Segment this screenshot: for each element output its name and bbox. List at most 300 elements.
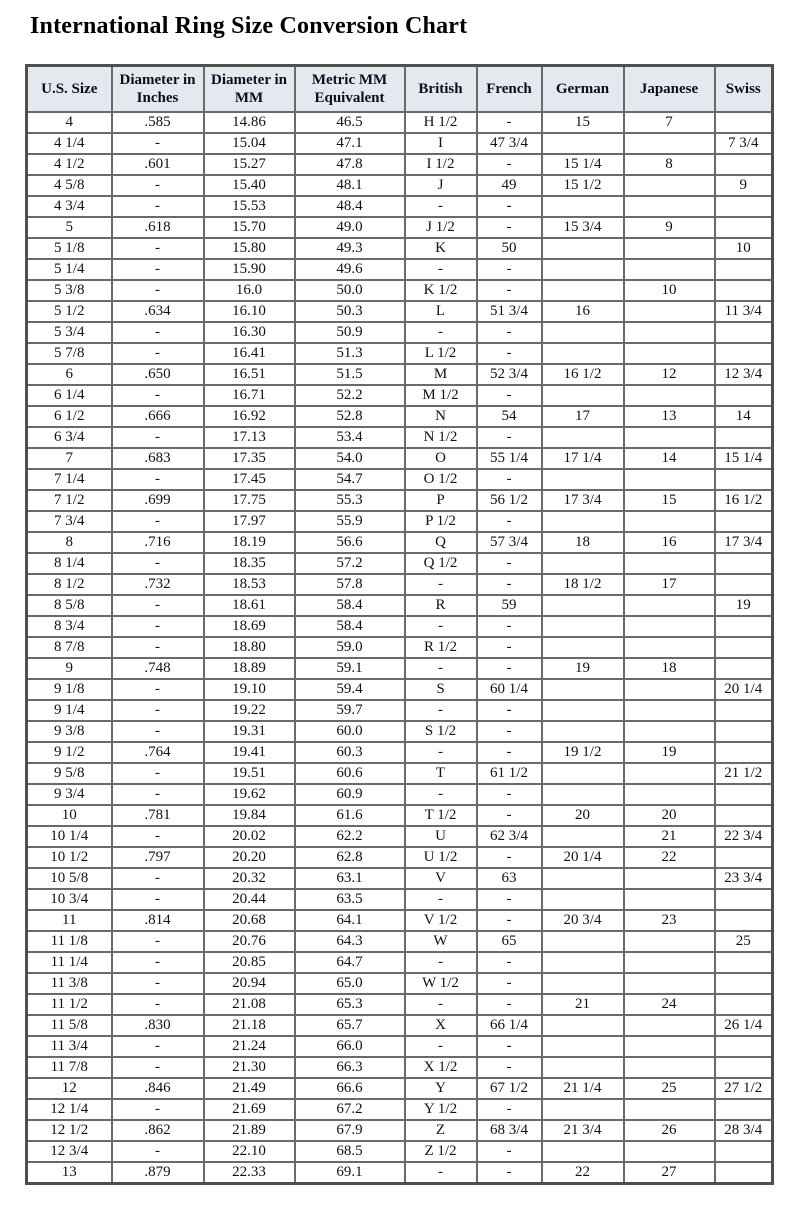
table-cell: 19.62 <box>204 784 295 805</box>
table-cell: 27 <box>624 1162 715 1184</box>
table-cell <box>715 217 773 238</box>
table-cell: 20.68 <box>204 910 295 931</box>
table-row <box>27 679 773 700</box>
table-cell: 19.10 <box>204 679 295 700</box>
table-cell: - <box>112 1099 204 1120</box>
table-cell <box>715 1057 773 1078</box>
table-cell: 57.2 <box>295 553 405 574</box>
table-cell <box>624 259 715 280</box>
table-cell: 9 1/8 <box>27 679 112 700</box>
table-cell <box>715 1099 773 1120</box>
table-row <box>27 847 773 868</box>
table-cell <box>715 994 773 1015</box>
table-cell: 17.75 <box>204 490 295 511</box>
table-cell: - <box>477 553 542 574</box>
table-cell <box>542 826 624 847</box>
table-body <box>27 112 773 1184</box>
table-cell: 60.3 <box>295 742 405 763</box>
table-cell: - <box>477 343 542 364</box>
table-cell: 60 1/4 <box>477 679 542 700</box>
table-cell: .830 <box>112 1015 204 1036</box>
table-cell: - <box>477 889 542 910</box>
table-cell <box>715 637 773 658</box>
table-cell: 57 3/4 <box>477 532 542 553</box>
table-cell: 17 <box>542 406 624 427</box>
table-cell <box>624 637 715 658</box>
table-cell: 17.97 <box>204 511 295 532</box>
table-cell: .650 <box>112 364 204 385</box>
table-cell: 14 <box>715 406 773 427</box>
table-cell: 5 <box>27 217 112 238</box>
table-row <box>27 1057 773 1078</box>
table-cell <box>624 784 715 805</box>
table-row <box>27 1141 773 1162</box>
table-cell: X <box>405 1015 477 1036</box>
table-cell: - <box>112 427 204 448</box>
table-cell: 55 1/4 <box>477 448 542 469</box>
table-cell: - <box>112 784 204 805</box>
table-cell: 26 1/4 <box>715 1015 773 1036</box>
table-cell: 55.3 <box>295 490 405 511</box>
table-cell: - <box>405 196 477 217</box>
table-cell: - <box>112 700 204 721</box>
table-cell: - <box>477 1099 542 1120</box>
table-cell <box>715 847 773 868</box>
table-cell: 52.2 <box>295 385 405 406</box>
table-cell <box>624 952 715 973</box>
table-cell <box>542 385 624 406</box>
table-cell: 12 1/2 <box>27 1120 112 1141</box>
table-cell: - <box>405 1162 477 1184</box>
table-cell: 20 <box>542 805 624 826</box>
table-cell: - <box>477 280 542 301</box>
table-row <box>27 1099 773 1120</box>
table-cell: 22 <box>542 1162 624 1184</box>
table-cell: 27 1/2 <box>715 1078 773 1099</box>
table-cell <box>624 196 715 217</box>
table-cell: 11 3/8 <box>27 973 112 994</box>
table-cell: 16.10 <box>204 301 295 322</box>
table-cell <box>542 1036 624 1057</box>
table-cell: Y 1/2 <box>405 1099 477 1120</box>
table-cell: 8 1/2 <box>27 574 112 595</box>
table-row <box>27 595 773 616</box>
table-cell <box>715 553 773 574</box>
table-cell: 19.84 <box>204 805 295 826</box>
table-row <box>27 763 773 784</box>
table-cell: 21.24 <box>204 1036 295 1057</box>
table-cell: 9 3/4 <box>27 784 112 805</box>
table-cell <box>715 973 773 994</box>
table-cell: 16.30 <box>204 322 295 343</box>
table-header-cell: Diameter in MM <box>204 66 295 112</box>
table-cell: - <box>112 595 204 616</box>
table-row <box>27 1120 773 1141</box>
table-cell: 16.92 <box>204 406 295 427</box>
table-cell: 23 3/4 <box>715 868 773 889</box>
table-cell: 17 1/4 <box>542 448 624 469</box>
table-cell: .601 <box>112 154 204 175</box>
table-cell: 7 1/4 <box>27 469 112 490</box>
table-cell: 18 <box>542 532 624 553</box>
table-cell: - <box>477 217 542 238</box>
table-cell: 16.0 <box>204 280 295 301</box>
table-cell: 15.27 <box>204 154 295 175</box>
table-cell: 62.8 <box>295 847 405 868</box>
table-row <box>27 238 773 259</box>
table-cell: 5 1/2 <box>27 301 112 322</box>
table-cell: - <box>477 700 542 721</box>
table-cell <box>624 679 715 700</box>
table-cell: 60.6 <box>295 763 405 784</box>
table-cell: - <box>477 259 542 280</box>
table-cell: 49.6 <box>295 259 405 280</box>
table-cell <box>624 175 715 196</box>
table-cell: 50.0 <box>295 280 405 301</box>
table-cell: - <box>112 385 204 406</box>
table-cell: 18.80 <box>204 637 295 658</box>
table-cell: 15.70 <box>204 217 295 238</box>
table-row <box>27 301 773 322</box>
table-cell <box>715 721 773 742</box>
table-cell <box>715 952 773 973</box>
table-cell: - <box>405 658 477 679</box>
table-cell <box>542 259 624 280</box>
table-row <box>27 217 773 238</box>
table-cell: 17 3/4 <box>715 532 773 553</box>
table-cell <box>542 763 624 784</box>
table-cell: 5 7/8 <box>27 343 112 364</box>
table-cell: 12 1/4 <box>27 1099 112 1120</box>
table-row <box>27 931 773 952</box>
table-cell: 6 3/4 <box>27 427 112 448</box>
table-cell: 50.9 <box>295 322 405 343</box>
table-cell: .879 <box>112 1162 204 1184</box>
table-header <box>27 66 773 112</box>
table-cell: - <box>112 826 204 847</box>
table-header-cell: British <box>405 66 477 112</box>
table-cell: 21.30 <box>204 1057 295 1078</box>
table-row <box>27 553 773 574</box>
table-row <box>27 112 773 133</box>
table-row <box>27 889 773 910</box>
table-cell: 10 1/2 <box>27 847 112 868</box>
table-cell: 15.80 <box>204 238 295 259</box>
table-cell: - <box>477 196 542 217</box>
table-cell: - <box>477 658 542 679</box>
table-cell <box>542 469 624 490</box>
table-cell: - <box>112 679 204 700</box>
table-cell <box>624 1099 715 1120</box>
table-cell <box>715 343 773 364</box>
table-cell: 7 3/4 <box>715 133 773 154</box>
table-cell: 9 1/2 <box>27 742 112 763</box>
table-cell: 15 1/2 <box>542 175 624 196</box>
table-cell: 20 <box>624 805 715 826</box>
table-row <box>27 973 773 994</box>
table-cell: 19 1/2 <box>542 742 624 763</box>
table-cell <box>715 616 773 637</box>
table-cell: I <box>405 133 477 154</box>
table-cell <box>624 133 715 154</box>
table-cell: 20 1/4 <box>542 847 624 868</box>
table-cell: 12 <box>27 1078 112 1099</box>
table-cell: 9 5/8 <box>27 763 112 784</box>
table-cell: 9 <box>715 175 773 196</box>
table-row <box>27 133 773 154</box>
table-cell: 59.7 <box>295 700 405 721</box>
table-cell: 55.9 <box>295 511 405 532</box>
table-cell <box>624 973 715 994</box>
table-cell: K 1/2 <box>405 280 477 301</box>
table-cell: 19.22 <box>204 700 295 721</box>
table-cell: N 1/2 <box>405 427 477 448</box>
ring-size-conversion-table <box>25 64 774 1185</box>
table-cell: 21.18 <box>204 1015 295 1036</box>
table-cell: 4 5/8 <box>27 175 112 196</box>
table-cell: 51.3 <box>295 343 405 364</box>
table-cell: .846 <box>112 1078 204 1099</box>
table-cell <box>542 784 624 805</box>
table-cell: 18.69 <box>204 616 295 637</box>
table-cell: - <box>405 259 477 280</box>
table-cell <box>624 553 715 574</box>
table-row <box>27 721 773 742</box>
table-cell: 15 1/4 <box>715 448 773 469</box>
table-cell: 51.5 <box>295 364 405 385</box>
table-cell: Q <box>405 532 477 553</box>
table-cell: - <box>405 322 477 343</box>
table-cell: 59.4 <box>295 679 405 700</box>
table-header-cell: Japanese <box>624 66 715 112</box>
table-cell: 63.5 <box>295 889 405 910</box>
table-cell: 8 3/4 <box>27 616 112 637</box>
table-cell <box>715 280 773 301</box>
table-cell: 11 3/4 <box>27 1036 112 1057</box>
table-row <box>27 1015 773 1036</box>
table-cell: 18.89 <box>204 658 295 679</box>
table-cell: - <box>405 1036 477 1057</box>
table-cell: - <box>112 238 204 259</box>
table-cell: .862 <box>112 1120 204 1141</box>
table-cell: 49.0 <box>295 217 405 238</box>
table-cell: 64.1 <box>295 910 405 931</box>
table-row <box>27 1162 773 1184</box>
table-row <box>27 511 773 532</box>
table-cell: - <box>477 616 542 637</box>
table-cell: Z <box>405 1120 477 1141</box>
table-row <box>27 448 773 469</box>
table-cell <box>624 385 715 406</box>
table-cell: 50.3 <box>295 301 405 322</box>
table-cell: 10 3/4 <box>27 889 112 910</box>
table-cell: 28 3/4 <box>715 1120 773 1141</box>
table-cell <box>542 616 624 637</box>
table-cell: .781 <box>112 805 204 826</box>
table-cell <box>542 721 624 742</box>
table-cell: P 1/2 <box>405 511 477 532</box>
table-cell: 11 1/4 <box>27 952 112 973</box>
table-cell: - <box>477 973 542 994</box>
table-cell: 69.1 <box>295 1162 405 1184</box>
table-cell: 9 <box>624 217 715 238</box>
table-cell: - <box>477 322 542 343</box>
table-cell: .683 <box>112 448 204 469</box>
table-cell: 65.3 <box>295 994 405 1015</box>
table-cell: 16 1/2 <box>715 490 773 511</box>
table-cell: - <box>112 196 204 217</box>
table-cell: M 1/2 <box>405 385 477 406</box>
table-row <box>27 154 773 175</box>
table-cell: 15.53 <box>204 196 295 217</box>
table-cell: 20.76 <box>204 931 295 952</box>
table-cell: - <box>477 952 542 973</box>
table-cell: H 1/2 <box>405 112 477 133</box>
table-row <box>27 1036 773 1057</box>
table-row <box>27 1078 773 1099</box>
table-cell <box>624 427 715 448</box>
table-cell: L <box>405 301 477 322</box>
table-cell: - <box>112 469 204 490</box>
table-cell: 50 <box>477 238 542 259</box>
table-cell: - <box>112 1057 204 1078</box>
table-header-cell: French <box>477 66 542 112</box>
table-cell: 20 1/4 <box>715 679 773 700</box>
table-cell <box>542 343 624 364</box>
table-cell: 8 7/8 <box>27 637 112 658</box>
table-cell: - <box>477 1036 542 1057</box>
table-cell: U <box>405 826 477 847</box>
table-cell: N <box>405 406 477 427</box>
table-cell: 49.3 <box>295 238 405 259</box>
table-cell: 64.3 <box>295 931 405 952</box>
table-cell: 49 <box>477 175 542 196</box>
table-cell: - <box>477 637 542 658</box>
table-cell <box>624 721 715 742</box>
table-cell: 21 1/2 <box>715 763 773 784</box>
table-cell: 18.61 <box>204 595 295 616</box>
table-cell: 6 <box>27 364 112 385</box>
table-cell <box>715 196 773 217</box>
table-cell: 14 <box>624 448 715 469</box>
table-cell: 48.4 <box>295 196 405 217</box>
table-cell: Y <box>405 1078 477 1099</box>
table-cell <box>624 616 715 637</box>
table-cell: - <box>477 574 542 595</box>
table-row <box>27 826 773 847</box>
table-cell: 5 3/4 <box>27 322 112 343</box>
table-cell: .666 <box>112 406 204 427</box>
table-cell: 11 3/4 <box>715 301 773 322</box>
table-header-cell: U.S. Size <box>27 66 112 112</box>
table-cell: 7 <box>624 112 715 133</box>
table-row <box>27 637 773 658</box>
table-cell: U 1/2 <box>405 847 477 868</box>
table-cell: 67 1/2 <box>477 1078 542 1099</box>
table-cell: 10 <box>624 280 715 301</box>
table-cell: 12 3/4 <box>27 1141 112 1162</box>
table-cell: 18.35 <box>204 553 295 574</box>
table-row <box>27 343 773 364</box>
table-cell: - <box>477 994 542 1015</box>
table-cell: - <box>112 1141 204 1162</box>
table-cell <box>624 868 715 889</box>
table-cell: - <box>477 805 542 826</box>
table-cell: 22.10 <box>204 1141 295 1162</box>
table-cell: - <box>112 763 204 784</box>
table-cell: 7 1/2 <box>27 490 112 511</box>
table-cell <box>624 595 715 616</box>
table-cell <box>715 511 773 532</box>
table-cell: V <box>405 868 477 889</box>
table-cell <box>715 658 773 679</box>
table-cell <box>542 889 624 910</box>
table-cell: 63.1 <box>295 868 405 889</box>
table-cell: 19 <box>542 658 624 679</box>
table-row <box>27 700 773 721</box>
table-cell: 18 1/2 <box>542 574 624 595</box>
table-row <box>27 742 773 763</box>
table-cell: 18.19 <box>204 532 295 553</box>
table-cell: - <box>477 784 542 805</box>
table-cell: 63 <box>477 868 542 889</box>
table-cell: 4 <box>27 112 112 133</box>
table-row <box>27 196 773 217</box>
table-cell: .764 <box>112 742 204 763</box>
table-cell <box>542 637 624 658</box>
table-cell: 17 3/4 <box>542 490 624 511</box>
table-cell: 21.08 <box>204 994 295 1015</box>
table-row <box>27 658 773 679</box>
table-cell: 12 3/4 <box>715 364 773 385</box>
table-cell: 9 <box>27 658 112 679</box>
table-cell: 47.1 <box>295 133 405 154</box>
table-cell: 62 3/4 <box>477 826 542 847</box>
table-cell: 15 <box>542 112 624 133</box>
table-cell <box>624 343 715 364</box>
table-cell: T <box>405 763 477 784</box>
table-cell <box>624 1057 715 1078</box>
table-cell: .732 <box>112 574 204 595</box>
table-cell: 5 3/8 <box>27 280 112 301</box>
table-cell: 22 3/4 <box>715 826 773 847</box>
table-cell: 66.0 <box>295 1036 405 1057</box>
table-cell: 66.3 <box>295 1057 405 1078</box>
table-cell: 15 1/4 <box>542 154 624 175</box>
table-cell: - <box>405 616 477 637</box>
table-cell: 11 1/8 <box>27 931 112 952</box>
table-cell: - <box>112 511 204 532</box>
table-cell <box>715 700 773 721</box>
table-cell: - <box>477 385 542 406</box>
table-cell: - <box>405 700 477 721</box>
table-header-row <box>27 66 773 112</box>
table-cell: 58.4 <box>295 616 405 637</box>
table-row <box>27 784 773 805</box>
table-cell: 11 1/2 <box>27 994 112 1015</box>
table-cell: 8 <box>27 532 112 553</box>
table-cell <box>715 742 773 763</box>
table-cell <box>715 784 773 805</box>
table-cell: 5 1/8 <box>27 238 112 259</box>
table-cell: 15 <box>624 490 715 511</box>
table-row <box>27 805 773 826</box>
table-cell: 48.1 <box>295 175 405 196</box>
table-cell: 16 <box>542 301 624 322</box>
table-cell <box>542 280 624 301</box>
table-cell: 13 <box>27 1162 112 1184</box>
table-cell: X 1/2 <box>405 1057 477 1078</box>
